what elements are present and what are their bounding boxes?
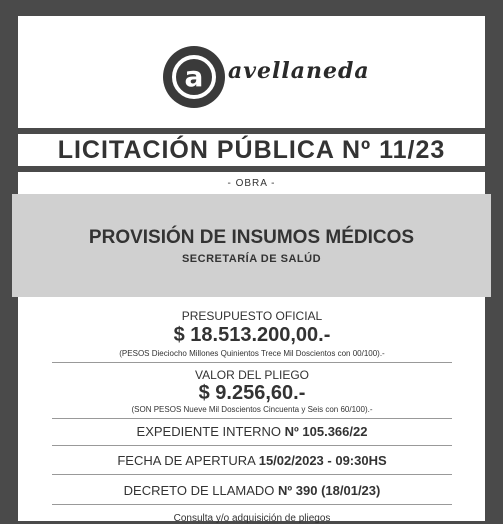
divider xyxy=(52,362,452,363)
divider xyxy=(52,445,452,446)
subject-band xyxy=(12,194,491,297)
budget-label: PRESUPUESTO OFICIAL xyxy=(181,309,323,323)
divider xyxy=(52,474,452,475)
divider xyxy=(52,418,452,419)
budget-words: (PESOS Dieciocho Millones Quinientos Trece Mil Doscientos con 00/100).- xyxy=(119,349,385,358)
pliego-amount: $ 9.256,60.- xyxy=(198,382,306,404)
decreto-value: Nº 390 (18/01/23) xyxy=(278,483,381,498)
footer-text: Consulta y/o adquisición de pliegos xyxy=(173,513,331,524)
divider xyxy=(52,504,452,505)
apertura-label: FECHA DE APERTURA xyxy=(117,453,256,468)
avellaneda-logo-icon xyxy=(163,46,225,108)
expediente-row xyxy=(52,424,452,439)
subject-title: PROVISIÓN DE INSUMOS MÉDICOS xyxy=(88,226,415,248)
department: SECRETARÍA DE SALÚD xyxy=(181,252,322,265)
decreto-row xyxy=(52,483,452,498)
tender-type: - OBRA - xyxy=(227,177,276,189)
decreto-label: DECRETO DE LLAMADO xyxy=(123,483,275,498)
title-panel xyxy=(18,134,485,166)
page-title: LICITACIÓN PÚBLICA Nº 11/23 xyxy=(57,135,446,164)
budget-amount: $ 18.513.200,00.- xyxy=(173,324,331,346)
apertura-value: 15/02/2023 - 09:30HS xyxy=(258,453,387,468)
pliego-words: (SON PESOS Nueve Mil Doscientos Cincuenta y Seis con 60/100).- xyxy=(131,405,373,414)
expediente-label: EXPEDIENTE INTERNO xyxy=(136,424,282,439)
logo-text: avellaneda xyxy=(228,58,370,84)
type-panel xyxy=(18,172,485,194)
expediente-value: Nº 105.366/22 xyxy=(284,424,368,439)
pliego-label: VALOR DEL PLIEGO xyxy=(194,368,310,382)
apertura-row xyxy=(52,453,452,468)
logo-letter: a xyxy=(172,55,216,99)
